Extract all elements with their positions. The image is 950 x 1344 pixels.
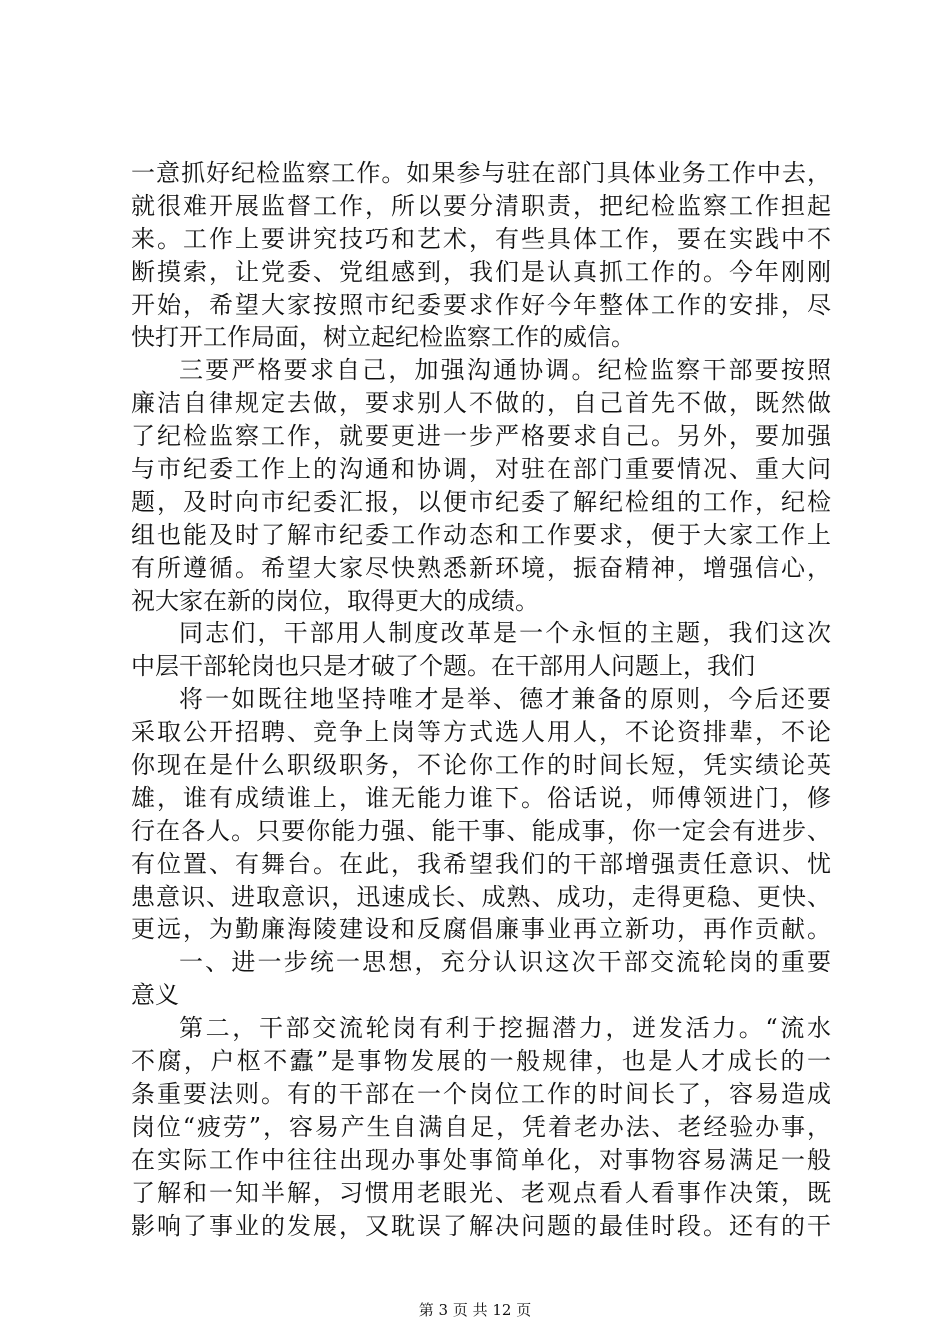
text-line: 就很难开展监督工作，所以要分清职责，把纪检监察工作担起: [131, 191, 831, 220]
text-line: 你现在是什么职级职务，不论你工作的时间长短，凭实绩论英: [131, 751, 831, 780]
text-line: 三要严格要求自己，加强沟通协调。纪检监察干部要按照: [179, 356, 831, 385]
text-line: 来。工作上要讲究技巧和艺术，有些具体工作，要在实践中不: [131, 224, 831, 253]
page-number-footer: 第 3 页 共 12 页: [418, 1301, 532, 1319]
text-line: 开始，希望大家按照市纪委要求作好今年整体工作的安排，尽: [131, 290, 831, 319]
text-line: 意义: [131, 981, 179, 1010]
text-line: 断摸索，让党委、党组感到，我们是认真抓工作的。今年刚刚: [131, 257, 831, 286]
text-line: 条重要法则。有的干部在一个岗位工作的时间长了，容易造成: [131, 1079, 831, 1108]
text-line: 中层干部轮岗也只是才破了个题。在干部用人问题上，我们: [131, 652, 755, 681]
text-line: 采取公开招聘、竞争上岗等方式选人用人，不论资排辈，不论: [131, 718, 831, 747]
text-line: 患意识、进取意识，迅速成长、成熟、成功，走得更稳、更快、: [131, 882, 831, 911]
text-line: 更远，为勤廉海陵建设和反腐倡廉事业再立新功，再作贡献。: [131, 915, 831, 944]
text-line: 一、进一步统一思想，充分认识这次干部交流轮岗的重要: [179, 948, 831, 977]
text-line: 影响了事业的发展，又耽误了解决问题的最佳时段。还有的干: [131, 1211, 831, 1240]
text-line: 同志们，干部用人制度改革是一个永恒的主题，我们这次: [179, 619, 831, 648]
text-line: 快打开工作局面，树立起纪检监察工作的威信。: [131, 323, 635, 352]
text-line: 廉洁自律规定去做，要求别人不做的，自己首先不做，既然做: [131, 389, 831, 418]
text-line: 有所遵循。希望大家尽快熟悉新环境，振奋精神，增强信心，: [131, 553, 831, 582]
text-line: 岗位“疲劳”，容易产生自满自足，凭着老办法、老经验办事，: [131, 1112, 831, 1141]
text-line: 了纪检监察工作，就要更进一步严格要求自己。另外，要加强: [131, 422, 831, 451]
text-line: 一意抓好纪检监察工作。如果参与驻在部门具体业务工作中去，: [131, 159, 831, 187]
text-line: 组也能及时了解市纪委工作动态和工作要求，便于大家工作上: [131, 520, 831, 549]
text-line: 不腐，户枢不蠹”是事物发展的一般规律，也是人才成长的一: [131, 1047, 831, 1076]
document-body: [131, 157, 831, 1242]
text-line: 将一如既往地坚持唯才是举、德才兼备的原则，今后还要: [179, 685, 831, 714]
text-line: 与市纪委工作上的沟通和协调，对驻在部门重要情况、重大问: [131, 455, 831, 484]
text-line: 祝大家在新的岗位，取得更大的成绩。: [131, 586, 539, 615]
text-line: 题，及时向市纪委汇报，以便市纪委了解纪检组的工作，纪检: [131, 487, 831, 516]
text-line: 有位置、有舞台。在此，我希望我们的干部增强责任意识、忧: [131, 849, 831, 878]
text-line: 雄，谁有成绩谁上，谁无能力谁下。俗话说，师傅领进门，修: [131, 783, 831, 812]
text-line: 行在各人。只要你能力强、能干事、能成事，你一定会有进步、: [131, 816, 831, 845]
text-line: 在实际工作中往往出现办事处事简单化，对事物容易满足一般: [131, 1145, 831, 1174]
text-line: 第二，干部交流轮岗有利于挖掘潜力，迸发活力。“流水: [179, 1014, 831, 1043]
text-line: 了解和一知半解，习惯用老眼光、老观点看人看事作决策，既: [131, 1178, 831, 1207]
